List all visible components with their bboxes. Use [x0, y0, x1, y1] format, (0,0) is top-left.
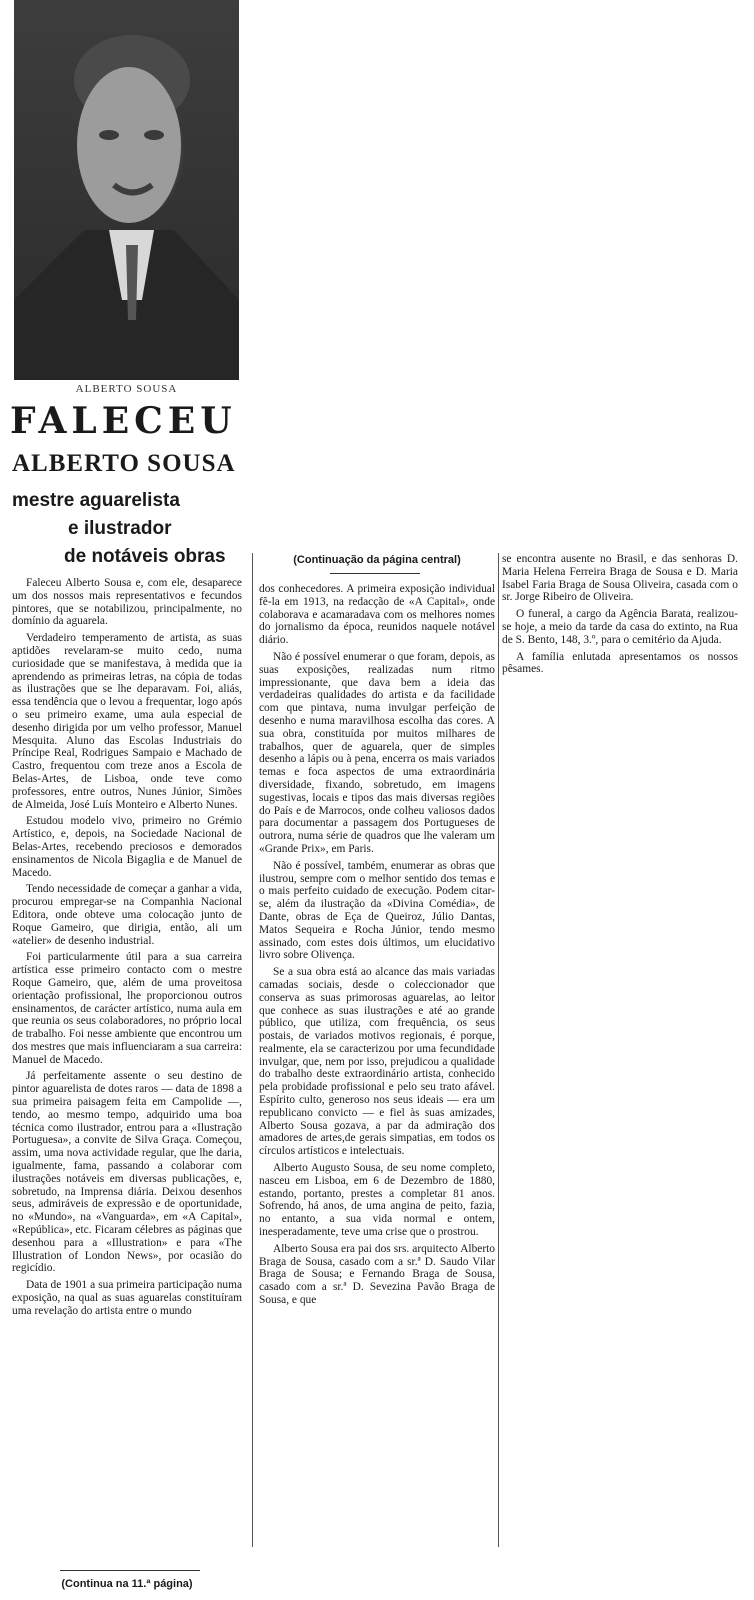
- paragraph: Data de 1901 a sua primeira participação numa exposição, na qual as suas aguarelas constituíram uma revelação do artista entre o mundo: [12, 1279, 242, 1317]
- headline-sub-3: de notáveis obras: [64, 546, 226, 567]
- paragraph: Não é possível, também, enumerar as obras que ilustrou, sempre com o melhor sentido dos temas e o mais perfeito cuidado de execução. Podem citar-se, além da ilustração da «Divina Comédia», de Dante, obras de Eça de Queiroz, Júlio Dantas, Matos Sequeira e Rocha Júnior, tendo mesmo assinado, com estes dois últimos, um elucidativo livro sobre Olivença.: [259, 859, 495, 962]
- continuation-header: (Continuação da página central): [293, 554, 461, 566]
- headline-sub-2: e ilustrador: [68, 518, 172, 539]
- paragraph: Foi particularmente útil para a sua carreira artística esse primeiro contacto com o mestre Roque Gameiro, que, além de uma proveitosa orientação profissional, lhe proporcionou outros ensinamentos, de carácter artístico, numa aula em que reunia os seus colaboradores, no próprio local de trabalho. Foi nesse ambiente que encontrou um dos mestres que mais influenciaram a sua carreira: Manuel de Macedo.: [12, 951, 242, 1066]
- column-divider: [252, 553, 253, 1547]
- article-column-2: [259, 583, 495, 1311]
- headline-name: ALBERTO SOUSA: [12, 450, 236, 477]
- article-column-1: [12, 577, 242, 1322]
- paragraph: Já perfeitamente assente o seu destino de pintor aguarelista de dotes raros — data de 1898 a sua primeira paisagem feita em Campolide —, tendo, ao mesmo tempo, adquirido uma boa técnica como ilustrador, entrou para a «Ilustração Portuguesa», a convite de Silva Graça. Começou, assim, uma nova actividade regular, que lhe daria, igualmente, fama, passando a colaborar com ilustrações notáveis em diversas publicações, e, sobretudo, na Imprensa diária. Deixou desenhos seus, admiráveis de expressão e de oportunidade, no «Mundo», na «Vanguarda», em «A Capital», «República», etc. Ficaram célebres as páginas que desenhou para a «Illustration» e para «The Illustration of London News», por ocasião do regicídio.: [12, 1070, 242, 1275]
- paragraph: Alberto Augusto Sousa, de seu nome completo, nasceu em Lisboa, em 6 de Dezembro de 1880, estando, portanto, prestes a completar 81 anos. Sofrendo, há anos, de uma angina de peito, fazia, no entanto, a sua vida normal e ontem, inesperadamente, teve uma crise que o prostrou.: [259, 1162, 495, 1239]
- continuation-rule: [330, 573, 420, 574]
- paragraph: se encontra ausente no Brasil, e das senhoras D. Maria Helena Ferreira Braga de Sousa e D. Maria Isabel Faria Braga de Sousa Oliveira, casada com o sr. Jorge Ribeiro de Oliveira.: [502, 553, 738, 604]
- headline-main: FALECEU: [10, 400, 237, 442]
- paragraph: A família enlutada apresentamos os nossos pêsames.: [502, 650, 738, 676]
- footer-rule: [60, 1570, 200, 1571]
- column-divider: [498, 553, 499, 1547]
- paragraph: Se a sua obra está ao alcance das mais variadas camadas sociais, desde o coleccionador que conserva as suas primorosas aguarelas, ao leitor que conhece as suas ilustrações e até ao grande público, que utiliza, com frequência, os seus postais, de variados motivos regionais, é porque, realmente, ela se caracterizou por uma fecundidade invulgar, que, nem por isso, prejudicou a qualidade do trabalho deste extraordinário artista, conhecido pela probidade profissional e pelo seu trato afável. Espírito culto, generoso nos seus ideais — era um republicano convicto — e fiel às suas amizades, Alberto Sousa gozava, a par da admiração dos amadores de artes,de gerais simpatias, em todos os círculos artísticos e intelectuais.: [259, 966, 495, 1158]
- continuation-footer: (Continua na 11.ª página): [61, 1578, 193, 1590]
- paragraph: Faleceu Alberto Sousa e, com ele, desaparece um dos nossos mais representativos e fecundos pintores, que se notabilizou, principalmente, no domínio da aguarela.: [12, 577, 242, 628]
- portrait-figure: [14, 0, 239, 380]
- photo-caption: ALBERTO SOUSA: [75, 383, 178, 395]
- paragraph: Tendo necessidade de começar a ganhar a vida, procurou empregar-se na Companhia Nacional Editora, onde obteve uma colocação junto de Roque Gameiro, que dirigia, então, ali um «atelier» de desenho industrial.: [12, 883, 242, 947]
- headline-sub-1: mestre aguarelista: [12, 490, 180, 511]
- article-column-3: [502, 553, 738, 680]
- paragraph: Estudou modelo vivo, primeiro no Grémio Artístico, e, depois, na Sociedade Nacional de Belas-Artes, recebendo preciosos e demorados ensinamentos de Nicola Bigaglia e de Manuel de Macedo.: [12, 815, 242, 879]
- paragraph: Verdadeiro temperamento de artista, as suas aptidões revelaram-se muito cedo, numa curiosidade que se manifestava, à medida que ia aprendendo as primeiras letras, na cópia de todas as ilustrações que se lhe deparavam. Foi, aliás, essa tendência que o levou a frequentar, logo após o seu primeiro exame, uma aula especial de desenho dirigida por um velho professor, Manuel Mesquita. Aluno das Escolas Industriais do Príncipe Real, Rodrigues Sampaio e Machado de Castro, frequentou com treze anos a Escola de Belas-Artes, de Lisboa, onde teve como professores, entre outros, Nunes Júnior, Simões de Almeida, José Luís Monteiro e Alberto Nunes.: [12, 632, 242, 811]
- paragraph: Não é possível enumerar o que foram, depois, as suas exposições, realizadas num ritmo impressionante, que dava bem a ideia das verdadeiras qualidades do artista e da facilidade com que pintava, numa invulgar perfeição de desenho e numa maravilhosa escolha das cores. A sua obra, constituída por muitos milhares de trabalhos, quer de aguarela, quer de simples desenho a lápis ou à pena, encerra os mais variados temas e foca aspectos de uma extraordinária diversidade, fixando, sobretudo, em imagens sugestivas, locais e tipos das mais diversas regiões do País e de Marrocos, onde colheu valiosos dados para documentar a passagem dos Portugueses de outrora, numa série de quadros que lhe valeram um «Grande Prix», em Paris.: [259, 650, 495, 855]
- portrait-photo: [14, 0, 239, 380]
- paragraph: dos conhecedores. A primeira exposição individual fê-la em 1913, na redacção de «A Capital», onde colaborava e acamaradava com os melhores nomes do jornalismo da época, reunidos naquele notável diário.: [259, 583, 495, 647]
- paragraph: Alberto Sousa era pai dos srs. arquitecto Alberto Braga de Sousa, casado com a sr.ª D. Saudo Vilar Braga de Sousa; e Fernando Braga de Sousa, casado com a sr.ª D. Sevezina Pavão Braga de Sousa, e que: [259, 1242, 495, 1307]
- paragraph: O funeral, a cargo da Agência Barata, realizou-se hoje, a meio da tarde da casa do extinto, na Rua de S. Bento, 148, 3.º, para o cemitério da Ajuda.: [502, 608, 738, 646]
